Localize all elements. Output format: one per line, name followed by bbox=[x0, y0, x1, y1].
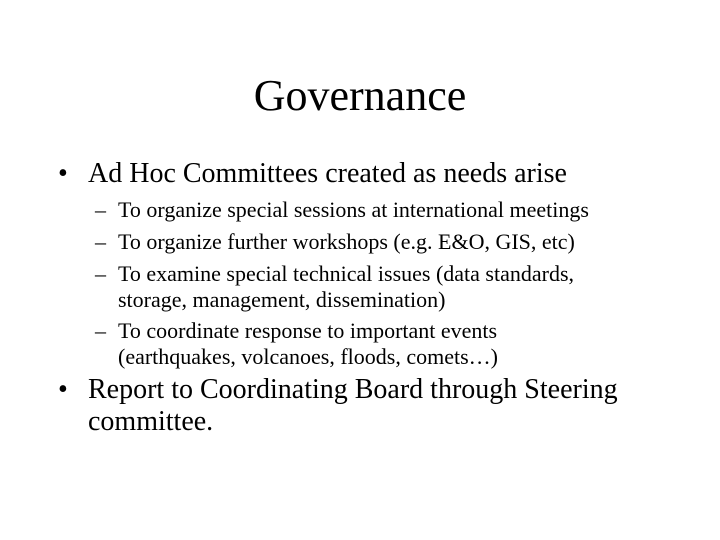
sub-item-text: To organize further workshops (e.g. E&O, GIS, etc) bbox=[118, 229, 575, 254]
bullet-text: Ad Hoc Committees created as needs arise bbox=[88, 158, 567, 189]
sub-item-text-line2: (earthquakes, volcanoes, floods, comets…) bbox=[118, 344, 498, 369]
sub-item-text-line1: To examine special technical issues (data standards, bbox=[118, 261, 575, 286]
dash-marker: – bbox=[95, 229, 106, 254]
bullet-marker: • bbox=[58, 374, 68, 405]
slide-title: Governance bbox=[253, 71, 467, 120]
sub-item-text: To organize special sessions at international meetings bbox=[118, 197, 589, 222]
sub-item-text-line2: storage, management, dissemination) bbox=[118, 287, 446, 312]
dash-marker: – bbox=[95, 197, 106, 222]
sub-item-text-line1: To coordinate response to important events bbox=[118, 318, 498, 343]
dash-marker: – bbox=[95, 261, 106, 286]
bullet-text-line2: committee. bbox=[88, 406, 214, 437]
bullet-marker: • bbox=[58, 158, 68, 189]
bullet-text-line1: Report to Coordinating Board through Steering bbox=[88, 374, 618, 405]
dash-marker: – bbox=[95, 318, 106, 343]
